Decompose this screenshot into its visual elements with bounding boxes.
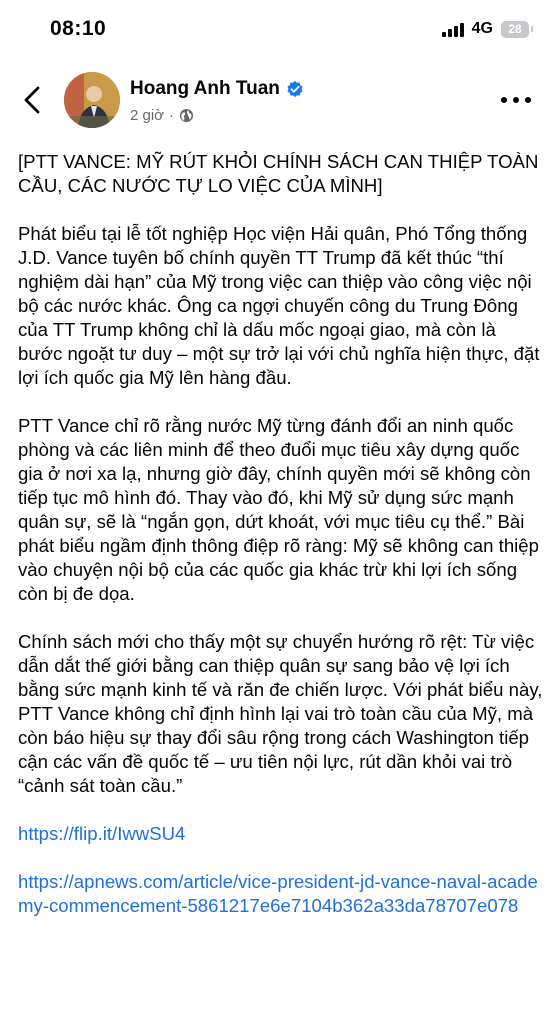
post-time[interactable]: 2 giờ bbox=[130, 107, 165, 124]
post-header bbox=[0, 66, 555, 136]
battery-level: 28 bbox=[508, 22, 522, 36]
avatar-portrait-icon bbox=[64, 72, 120, 128]
back-button[interactable] bbox=[14, 80, 50, 120]
more-options-button[interactable] bbox=[501, 90, 531, 110]
post-body bbox=[18, 150, 543, 942]
battery-icon bbox=[501, 21, 529, 38]
status-indicators bbox=[442, 20, 529, 38]
cellular-signal-icon bbox=[442, 21, 464, 37]
more-dot bbox=[513, 97, 519, 103]
chevron-left-icon bbox=[22, 85, 42, 115]
post-link-flip[interactable]: https://flip.it/IwwSU4 bbox=[18, 823, 186, 844]
post-paragraph-3: Chính sách mới cho thấy một sự chuyển hướng rõ rệt: Từ việc dẫn dắt thế giới bằng can thiệp quân sự sang bảo vệ lợi ích bằng sức mạnh kinh tế và răn đe chiến lược. Với phát biểu này, PTT Vance không chỉ định hình lại vai trò toàn cầu của Mỹ, mà còn báo hiệu sự thay đổi sâu rộng trong cách Washington tiếp cận các vấn đề quốc tế – ưu tiên nội lực, rút dần khỏi vai trò “cảnh sát toàn cầu.” bbox=[18, 631, 543, 796]
more-dot bbox=[525, 97, 531, 103]
post-paragraph-2: PTT Vance chỉ rõ rằng nước Mỹ từng đánh đổi an ninh quốc phòng và các liên minh để theo đuổi mục tiêu xây dựng quốc gia ở nơi xa lạ, nhưng giờ đây, chính quyền mới sẽ không còn tiếp tục mô hình đó. Thay vào đó, khi Mỹ sử dụng sức mạnh quân sự, sẽ là “ngắn gọn, dứt khoát, với mục tiêu cụ thể.” Bài phát biểu ngầm định thông điệp rõ ràng: Mỹ sẽ không can thiệp vào chuyện nội bộ của các quốc gia khác trừ khi lợi ích sống còn bị đe dọa. bbox=[18, 415, 539, 604]
author-name-text: Hoang Anh Tuan bbox=[130, 78, 280, 99]
avatar[interactable] bbox=[64, 72, 120, 128]
more-dots-icon bbox=[501, 97, 507, 103]
network-type: 4G bbox=[471, 20, 493, 37]
author-name[interactable] bbox=[130, 78, 304, 100]
status-bar bbox=[0, 0, 555, 60]
post-meta bbox=[130, 107, 194, 124]
status-time: 08:10 bbox=[50, 17, 107, 40]
post-link-apnews[interactable]: https://apnews.com/article/vice-president-jd-vance-naval-academy-commencement-5861217e6e7104b362a33da78707e078 bbox=[18, 871, 538, 916]
verified-badge-icon bbox=[286, 80, 304, 98]
post-paragraph-1: Phát biểu tại lễ tốt nghiệp Học viện Hải quân, Phó Tổng thống J.D. Vance tuyên bố chính quyền TT Trump đã kết thúc “thí nghiệm dài hạn” của Mỹ trong việc can thiệp vào công việc nội bộ các nước khác. Ông ca ngợi chuyến công du Trung Đông của TT Trump không chỉ là dấu mốc ngoại giao, mà còn là bước ngoặt tư duy – một sự trở lại với chủ nghĩa hiện thực, đặt lợi ích quốc gia Mỹ lên hàng đầu. bbox=[18, 223, 540, 388]
meta-separator: · bbox=[169, 107, 175, 124]
globe-icon bbox=[179, 108, 194, 123]
post-title: [PTT VANCE: MỸ RÚT KHỎI CHÍNH SÁCH CAN THIỆP TOÀN CẦU, CÁC NƯỚC TỰ LO VIỆC CỦA MÌNH] bbox=[18, 151, 539, 196]
